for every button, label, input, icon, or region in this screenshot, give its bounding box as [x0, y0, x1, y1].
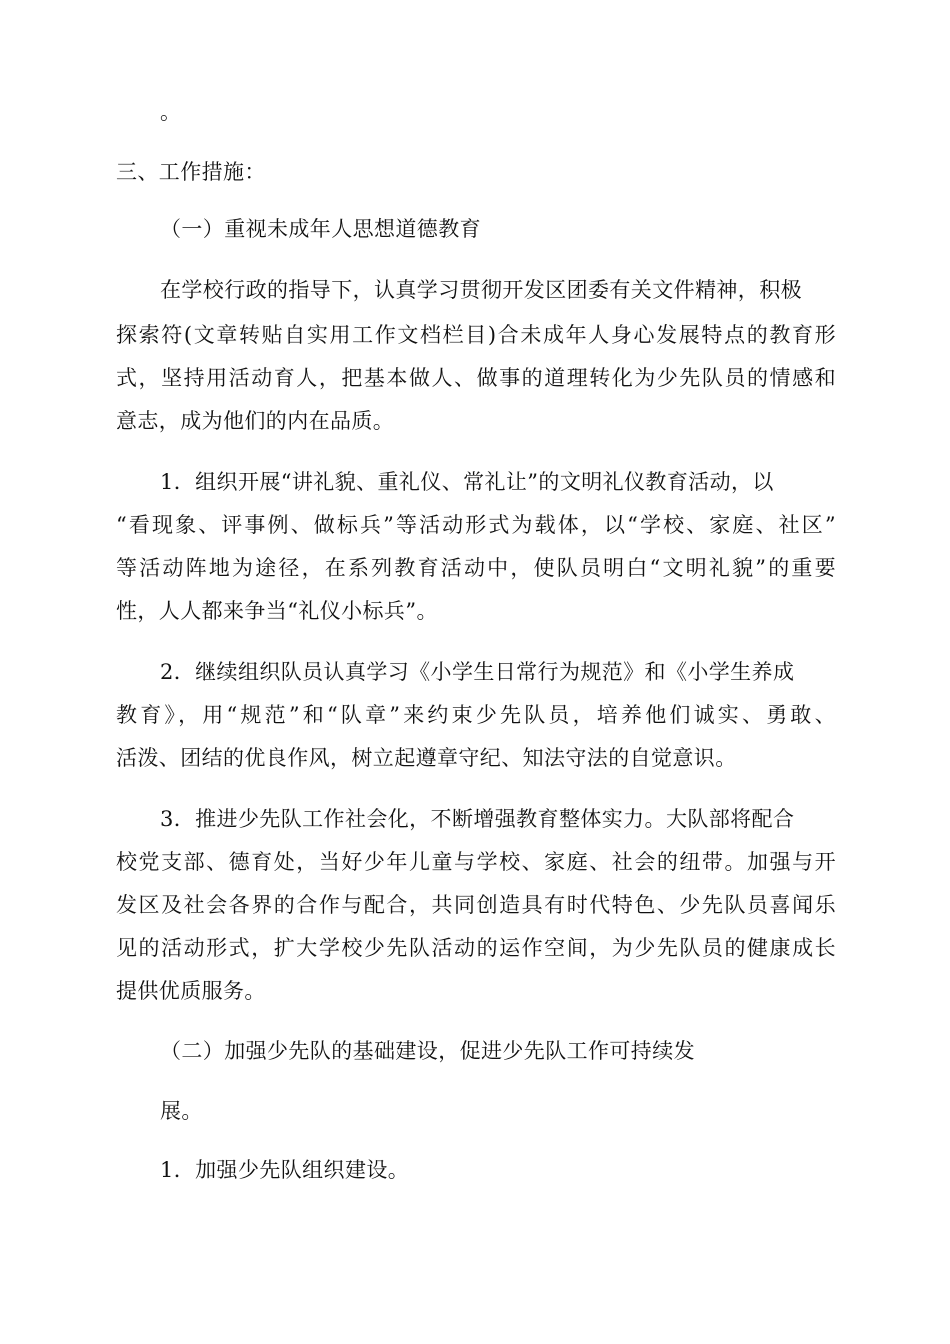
item-3-line-5: 提供优质服务。 — [116, 979, 266, 1003]
subsection-heading-1: （一）重视未成年人思想道德教育 — [160, 217, 481, 241]
paragraph-1-line-4: 意志，成为他们的内在品质。 — [116, 409, 395, 433]
section-heading-measures: 三、工作措施： — [116, 160, 266, 184]
item-1-line-3: 等活动阵地为途径，在系列教育活动中，使队员明白“文明礼貌”的重要 — [116, 556, 836, 580]
item-1-line-4: 性，人人都来争当“礼仪小标兵”。 — [116, 599, 438, 623]
item-2-line-3: 活泼、团结的优良作风，树立起遵章守纪、知法守法的自觉意识。 — [116, 746, 737, 770]
item-1-line-1: 1．组织开展“讲礼貌、重礼仪、常礼让”的文明礼仪教育活动，以 — [160, 470, 774, 494]
item-3-line-3: 发区及社会各界的合作与配合，共同创造具有时代特色、少先队员喜闻乐 — [116, 893, 836, 917]
item-1-line-2: “看现象、评事例、做标兵”等活动形式为载体，以“学校、家庭、社区” — [116, 513, 836, 537]
subsection-heading-2: （二）加强少先队的基础建设，促进少先队工作可持续发 — [160, 1039, 695, 1063]
item-3-line-2: 校党支部、德育处，当好少年儿童与学校、家庭、社会的纽带。加强与开 — [116, 850, 836, 874]
paragraph-1-line-1: 在学校行政的指导下，认真学习贯彻开发区团委有关文件精神，积极 — [160, 278, 802, 302]
item-2-line-1: 2．继续组织队员认真学习《小学生日常行为规范》和《小学生养成 — [160, 660, 795, 684]
text-line-period: 。 — [160, 100, 182, 124]
paragraph-1-line-2: 探索符(文章转贴自实用工作文档栏目)合未成年人身心发展特点的教育形 — [116, 323, 836, 347]
item-3-line-1: 3．推进少先队工作社会化，不断增强教育整体实力。大队部将配合 — [160, 807, 795, 831]
paragraph-1-line-3: 式，坚持用活动育人，把基本做人、做事的道理转化为少先队员的情感和 — [116, 366, 836, 390]
item-2-line-2: 教育》，用“规范”和“队章”来约束少先队员，培养他们诚实、勇敢、 — [116, 703, 836, 727]
subsection-heading-2-continued: 展。 — [160, 1099, 203, 1123]
item-3-line-4: 见的活动形式，扩大学校少先队活动的运作空间，为少先队员的健康成长 — [116, 936, 836, 960]
item-org-building: 1．加强少先队组织建设。 — [160, 1158, 410, 1182]
